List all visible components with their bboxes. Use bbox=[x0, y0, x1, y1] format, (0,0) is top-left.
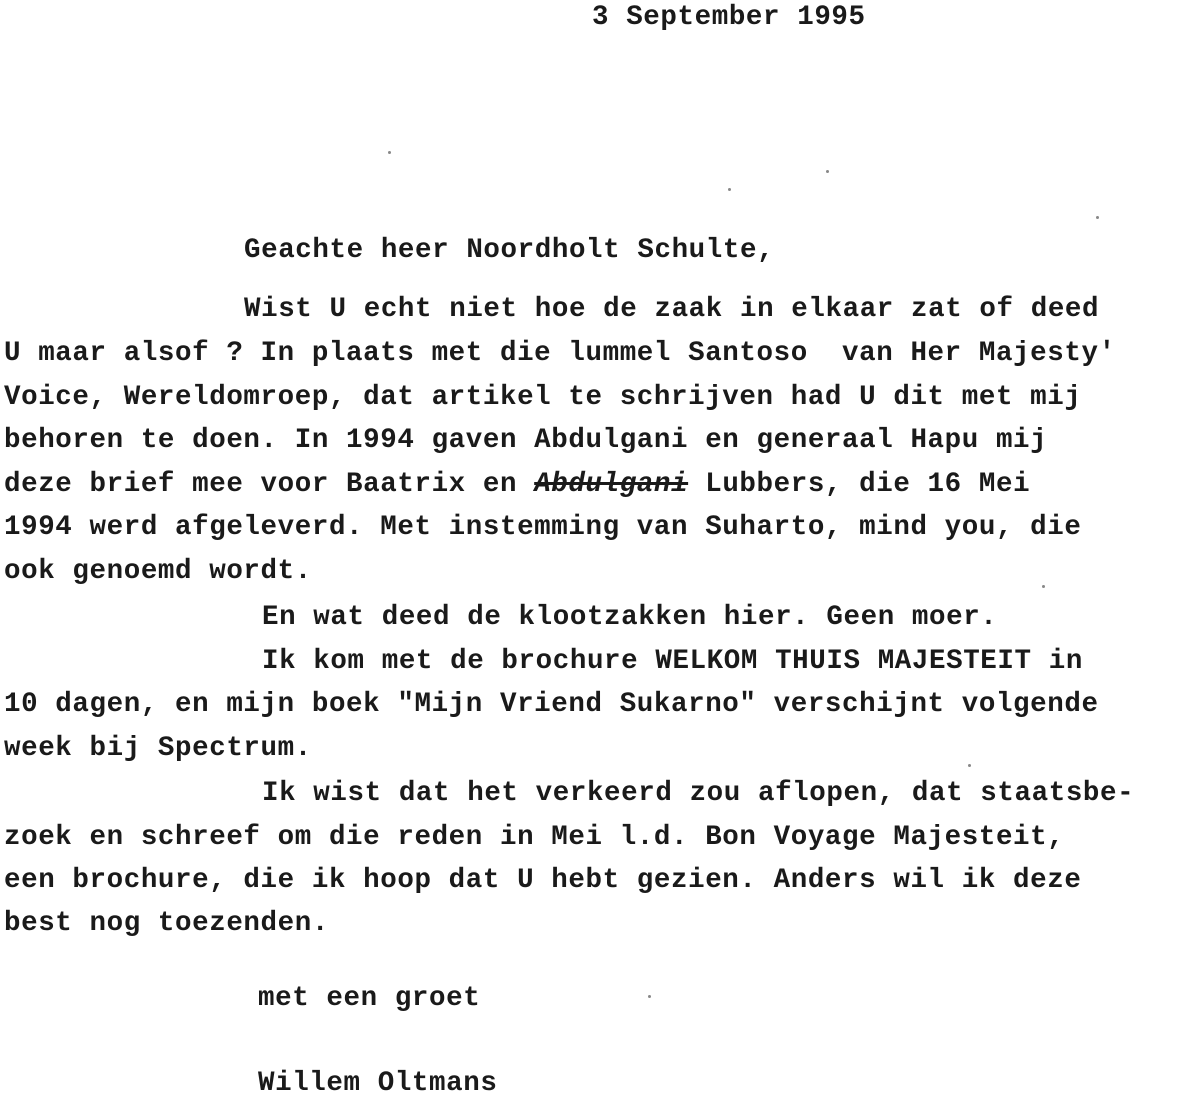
paragraph-1-line-3: Voice, Wereldomroep, dat artikel te schrijven had U dit met mij bbox=[4, 382, 1082, 413]
line-5-before: deze brief mee voor Baatrix en bbox=[4, 469, 535, 500]
paragraph-3-line-1: Ik kom met de brochure WELKOM THUIS MAJESTEIT in bbox=[262, 646, 1083, 677]
paragraph-4-line-3: een brochure, die ik hoop dat U hebt gezien. Anders wil ik deze bbox=[4, 865, 1082, 896]
line-5-after: Lubbers, die 16 Mei bbox=[688, 469, 1031, 500]
paragraph-1-line-7: ook genoemd wordt. bbox=[4, 556, 312, 587]
paragraph-4-line-1: Ik wist dat het verkeerd zou aflopen, dat staatsbe- bbox=[262, 778, 1135, 809]
paragraph-4-line-4: best nog toezenden. bbox=[4, 908, 329, 939]
struck-word: Abdulgani bbox=[534, 469, 689, 500]
paper-speck bbox=[1096, 216, 1099, 219]
closing: met een groet bbox=[258, 983, 481, 1014]
paragraph-1-line-1: Wist U echt niet hoe de zaak in elkaar zat of deed bbox=[244, 294, 1100, 325]
paragraph-3-line-2: 10 dagen, en mijn boek "Mijn Vriend Sukarno" verschijnt volgende bbox=[4, 689, 1099, 720]
paper-speck bbox=[826, 170, 829, 173]
paragraph-3-line-3: week bij Spectrum. bbox=[4, 733, 312, 764]
paper-speck bbox=[388, 151, 391, 154]
paper-speck bbox=[648, 995, 651, 998]
paragraph-1-line-2: U maar alsof ? In plaats met die lummel Santoso van Her Majesty' bbox=[4, 338, 1116, 369]
paragraph-1-line-5 bbox=[4, 471, 1030, 499]
signature-name: Willem Oltmans bbox=[258, 1068, 498, 1099]
paper-speck bbox=[728, 188, 731, 191]
paper-speck bbox=[968, 764, 971, 767]
paper-speck bbox=[1042, 585, 1045, 588]
paragraph-1-line-6: 1994 werd afgeleverd. Met instemming van Suharto, mind you, die bbox=[4, 512, 1082, 543]
paragraph-4-line-2: zoek en schreef om die reden in Mei l.d. Bon Voyage Majesteit, bbox=[4, 822, 1065, 853]
paragraph-1-line-4: behoren te doen. In 1994 gaven Abdulgani en generaal Hapu mij bbox=[4, 425, 1048, 456]
salutation: Geachte heer Noordholt Schulte, bbox=[244, 235, 775, 266]
paragraph-2: En wat deed de klootzakken hier. Geen moer. bbox=[262, 602, 998, 633]
letter-date: 3 September 1995 bbox=[592, 2, 866, 33]
